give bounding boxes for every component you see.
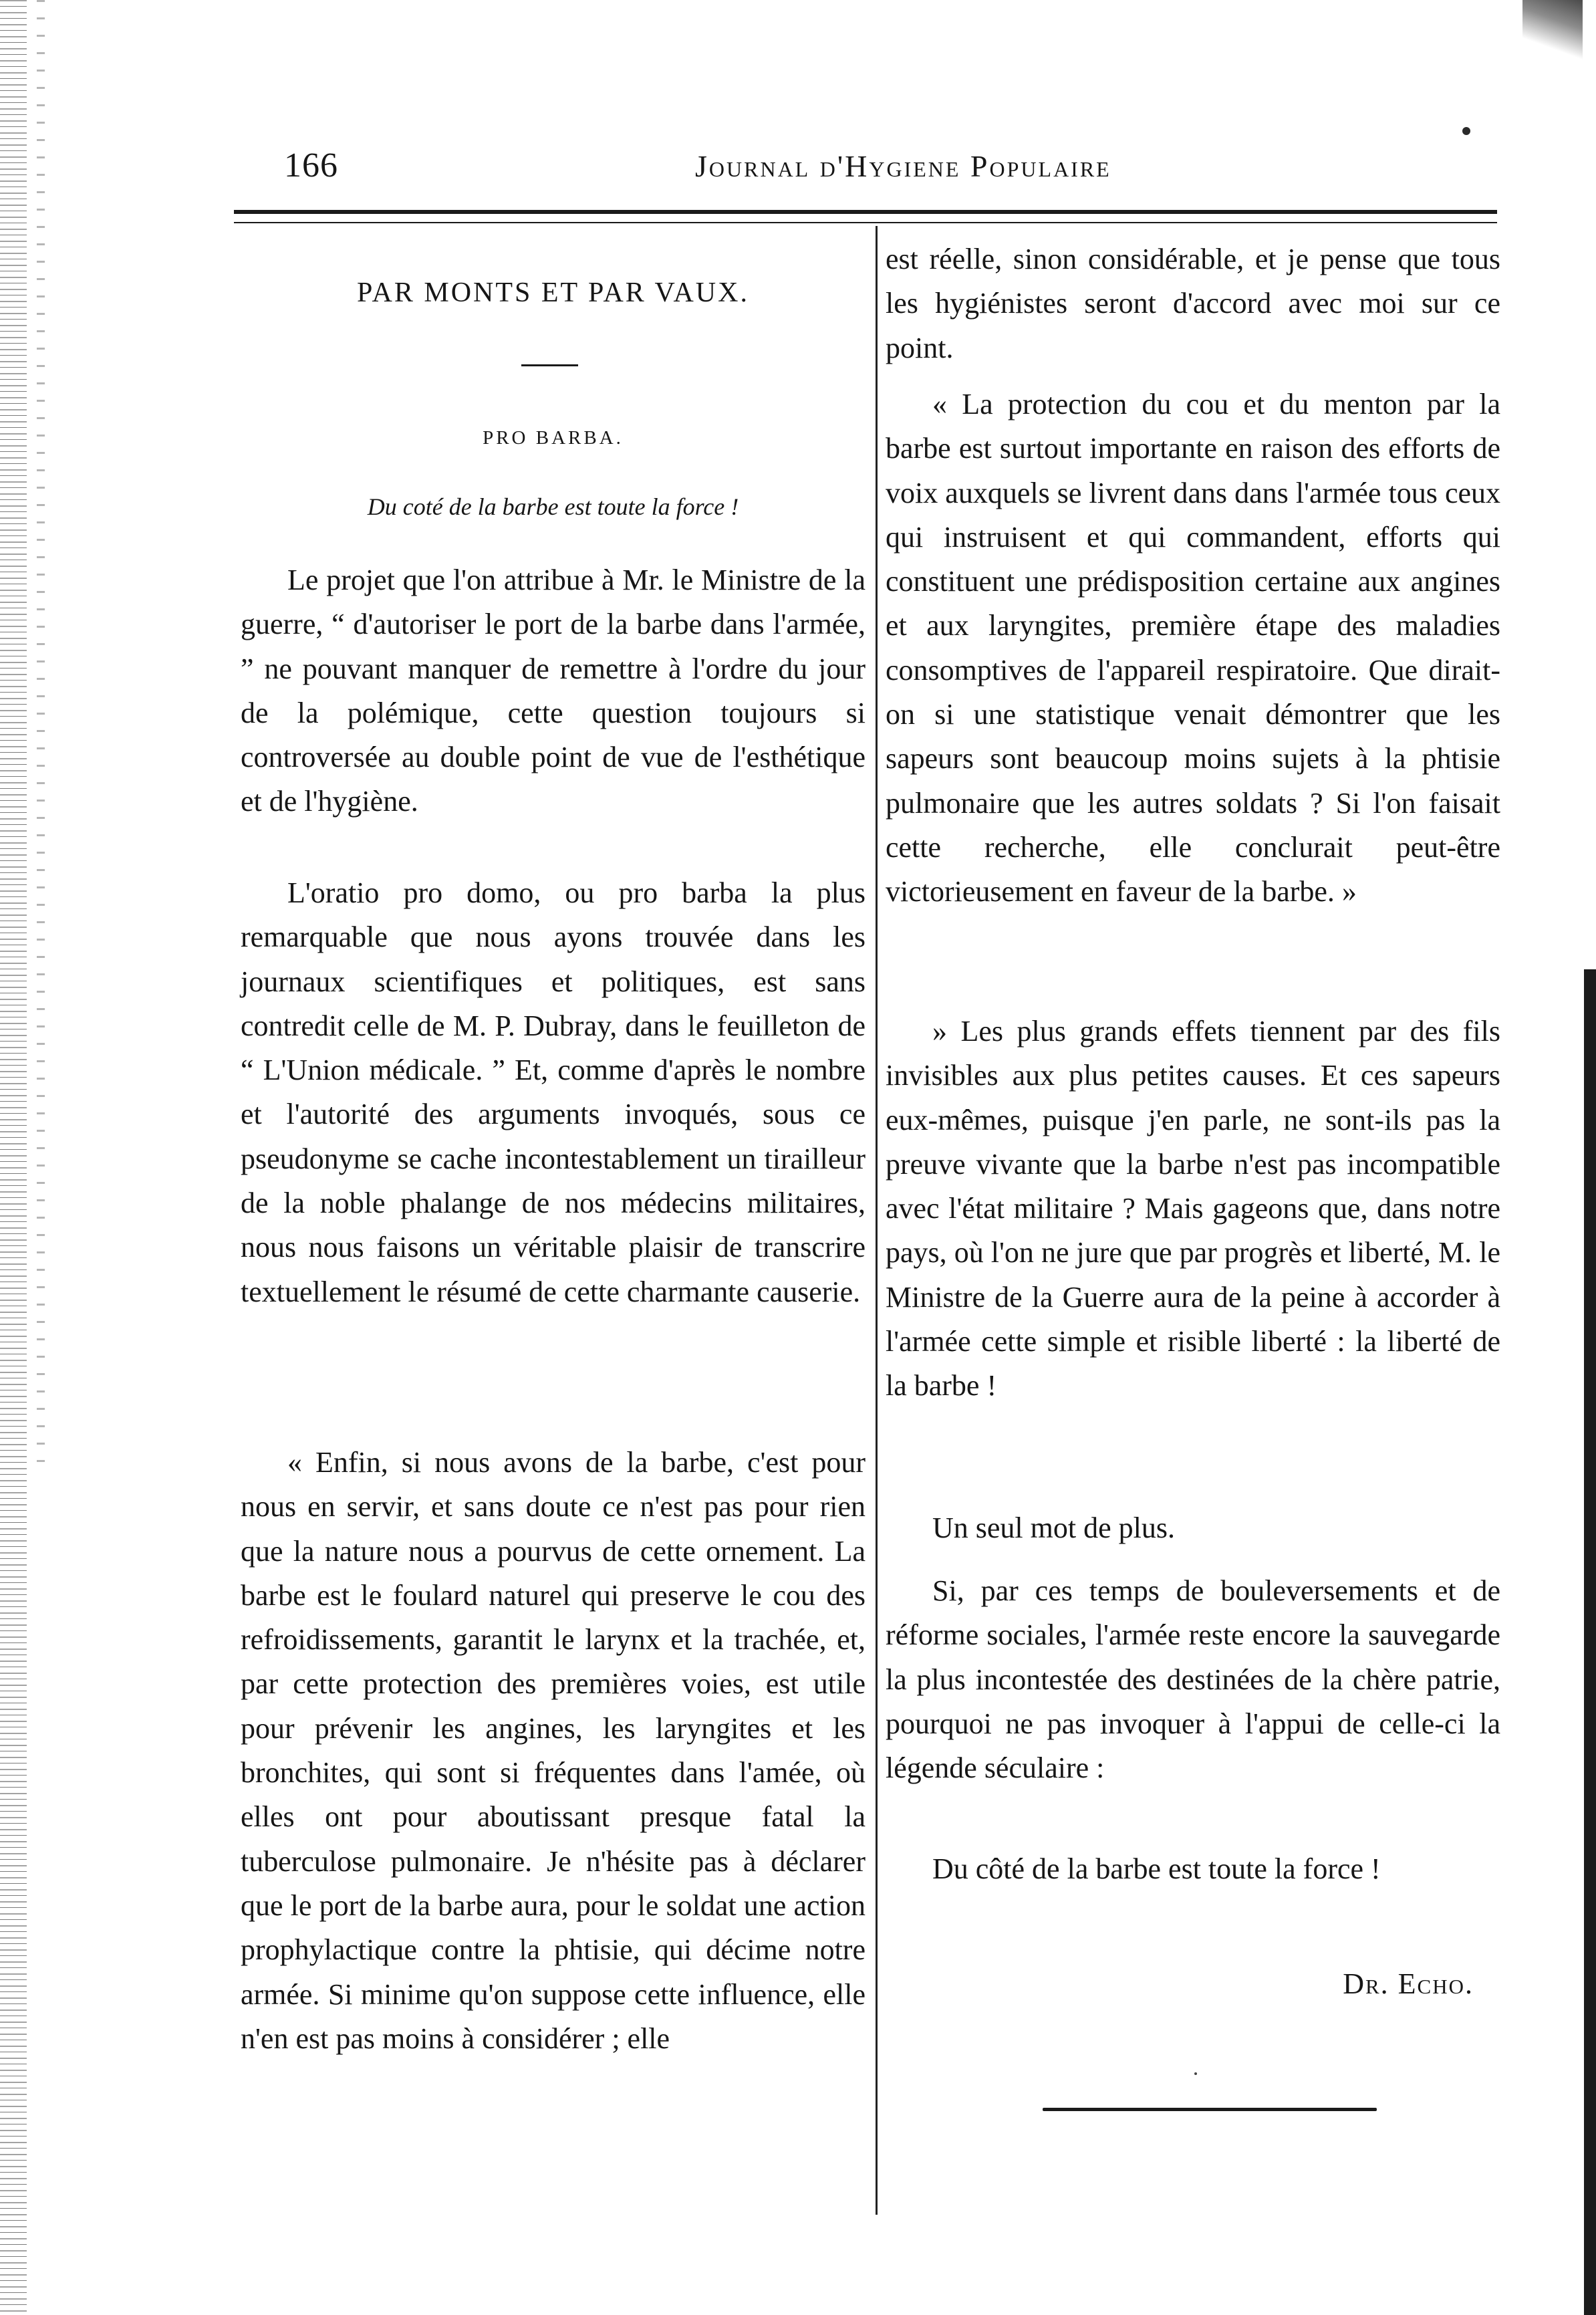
paragraph: Si, par ces temps de bouleversements et de réforme sociales, l'armée reste encore la sauvegarde la plus incontestée des destinées de la chère patrie, pourquoi ne pas invoquer à l'appui de celle-ci la légende séculaire : bbox=[886, 1574, 1500, 1785]
scan-edge-left-faint bbox=[37, 0, 45, 1471]
scan-edge-right bbox=[1584, 969, 1596, 2315]
paragraph: « Enfin, si nous avons de la barbe, c'est pour nous en servir, et sans doute ce n'est pas pour rien que la nature nous a pourvus de cette ornement. La barbe est le foulard naturel qui preserve le cou des refroidissements, garantit le larynx et la trachée, et, par cette protection des premières voies, est utile pour prévenir les angines, les laryngites et les bronchites, qui sont si fréquentes dans l'amée, où elles ont pour aboutissant presque fatal la tuberculose pulmonaire. Je n'hésite pas à déclarer que le port de la barbe aura, pour le soldat une action prophylactique contre la phtisie, qui décime notre armée. Si minime qu'on suppose cette influence, elle n'en est pas moins à considérer ; elle bbox=[241, 1446, 866, 2055]
scan-corner-smudge bbox=[1522, 0, 1583, 64]
header-rule-thick bbox=[234, 210, 1497, 214]
section-title: PAR MONTS ET PAR VAUX. bbox=[357, 277, 749, 308]
ink-dot bbox=[1462, 127, 1470, 135]
closing-quote: Du côté de la barbe est toute la force ! bbox=[932, 1852, 1381, 1885]
running-title: Journal d'Hygiene Populaire bbox=[695, 149, 1111, 183]
signature: Dr. Echo. bbox=[1343, 1967, 1474, 2000]
paragraph: est réelle, sinon considérable, et je pense que tous les hygiénistes seront d'accord avec moi sur ce point. bbox=[886, 243, 1500, 364]
paragraph: Le projet que l'on attribue à Mr. le Ministre de la guerre, “ d'autoriser le port de la barbe dans l'armée, ” ne pouvant manquer de remettre à l'ordre du jour de la polémique, cette question toujours si controversée au double point de vue de l'esthétique et de l'hygiène. bbox=[241, 564, 866, 818]
column-divider bbox=[876, 226, 878, 2215]
title-dash bbox=[521, 364, 578, 366]
paragraph: « La protection du cou et du menton par la barbe est surtout importante en raison des efforts de voix auxquels se livrent dans dans l'armée tous ceux qui instruisent et qui commandent, efforts qui constituent une prédisposition certaine aux angines et aux laryngites, première étape des maladies consomptives de l'appareil respiratoire. Que dirait-on si une statistique venait démontrer que les sapeurs sont beaucoup moins sujets à la phtisie pulmonaire que les autres soldats ? Si l'on faisait cette recherche, elle conclurait peut-être victorieusement en faveur de la barbe. » bbox=[886, 388, 1500, 908]
page-number: 166 bbox=[284, 146, 338, 185]
epigraph: Du coté de la barbe est toute la force ! bbox=[367, 493, 739, 520]
header-rule-thin bbox=[234, 222, 1497, 223]
scan-edge-left bbox=[0, 0, 27, 2315]
subtitle: PRO BARBA. bbox=[483, 427, 624, 449]
paragraph: » Les plus grands effets tiennent par des fils invisibles aux plus petites causes. Et ces sapeurs eux-mêmes, puisque j'en parle, ne sont-ils pas la preuve vivante que la barbe n'est pas incompatible avec l'état militaire ? Mais gageons que, dans notre pays, où l'on ne jure que par progrès et liberté, M. le Ministre de la Guerre aura de la peine à accorder à l'armée cette simple et risible liberté : la liberté de la barbe ! bbox=[886, 1015, 1500, 1403]
end-mark bbox=[1194, 2072, 1197, 2075]
paragraph: Un seul mot de plus. bbox=[932, 1511, 1175, 1544]
end-rule bbox=[1043, 2108, 1377, 2111]
paragraph: L'oratio pro domo, ou pro barba la plus remarquable que nous ayons trouvée dans les journaux scientifiques et politiques, est sans contredit celle de M. P. Dubray, dans le feuilleton de “ L'Union médicale. ” Et, comme d'après le nombre et l'autorité des arguments invoqués, sous ce pseudonyme se cache incontestablement un tirailleur de la noble phalange de nos médecins militaires, nous nous faisons un véritable plaisir de transcrire textuellement le résumé de cette charmante causerie. bbox=[241, 876, 866, 1308]
